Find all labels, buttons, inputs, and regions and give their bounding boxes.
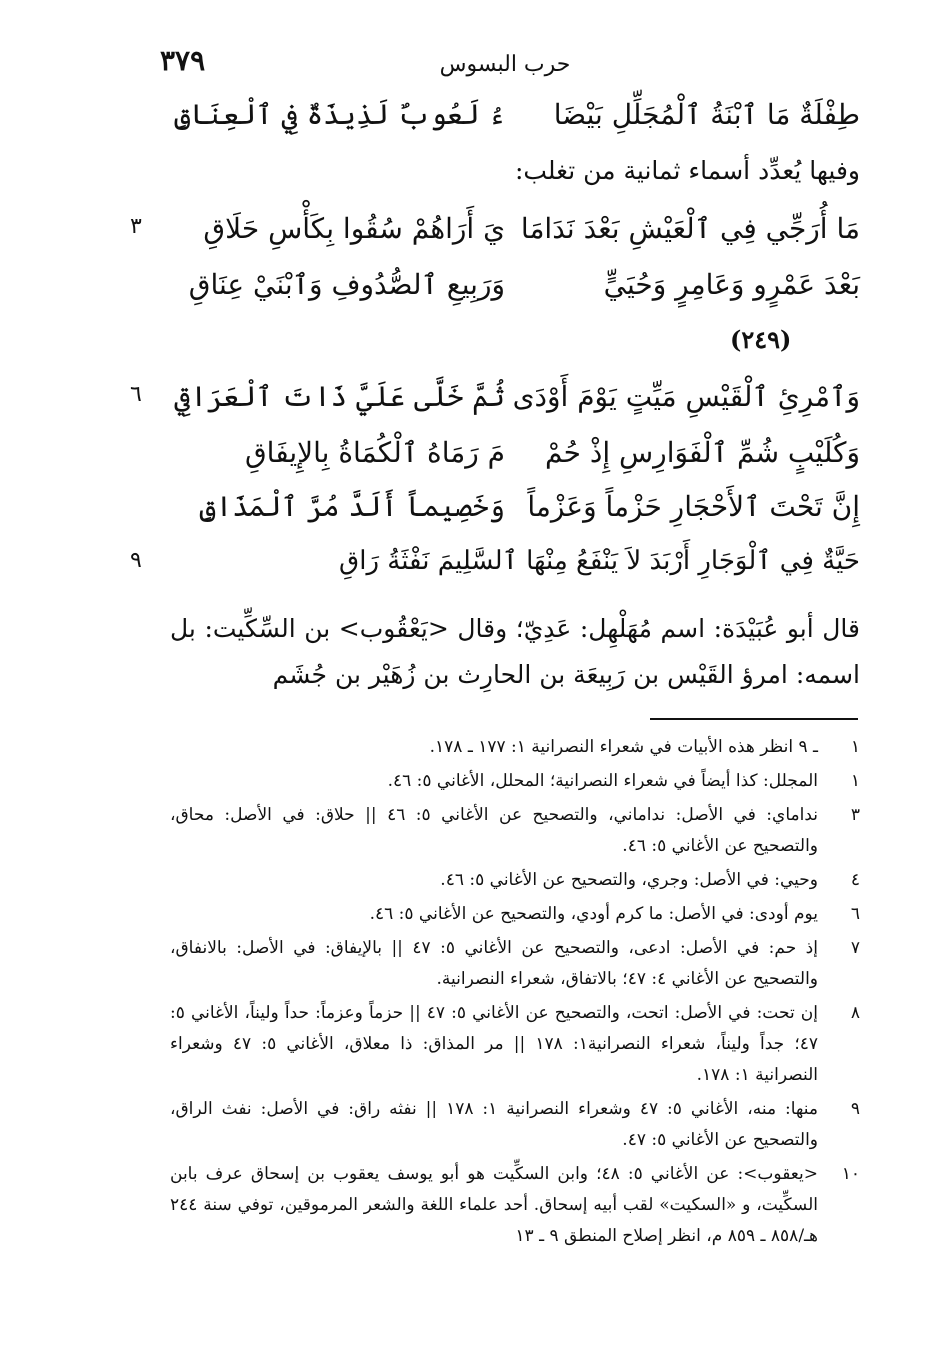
- verse-first-hemistich: طِفْلَةٌ مَا ٱبْنَةُ ٱلْمُجَلِّلِ بَيْضَا: [553, 98, 860, 131]
- line-number: ٣: [130, 214, 142, 239]
- verse-first-hemistich: وَكُلَيْبٍ شُمِّ ٱلْفَوَارِسِ إِذْ حُمْ: [545, 436, 860, 469]
- footnote-number: ٧: [850, 938, 860, 958]
- verse-second-hemistich: يَ أَرَاهُمْ سُقُوا بِكَأْسِ حَلَاقِ: [203, 212, 505, 245]
- footnote-text: نداماي: في الأصل: نداماني، والتصحيح عن الأغاني ٥: ٤٦ || حلاق: في الأصل: محاق، والتصحيح عن الأغاني ٥: ٤٦.: [170, 805, 818, 856]
- verse-second-hemistich: ءُ لَعُوبٌ لَذِيذَةٌ فِي ٱلْعِنَاقِ: [174, 98, 505, 131]
- page-header: [150, 44, 860, 84]
- footnote-number: ٤: [850, 870, 860, 890]
- footnote-text: إن تحت: في الأصل: اتحت، والتصحيح عن الأغاني ٥: ٤٧ || حزماً وعزماً: حداً وليناً، الأغاني ٥: ٤٧؛ جداً وليناً، شعراء النصرانية١: ١٧٨ || مر المذاق: ذا معلاق، الأغاني ٥: ٤٧ وشعراء النصرانية ١: ١٧٨.: [170, 1003, 819, 1085]
- footnote: [170, 998, 860, 1091]
- verse-line: [130, 436, 860, 486]
- verse-full-line: حَيَّةٌ فِي ٱلْوَجَارِ أَرْبَدَ لاَ يَنْفَعُ مِنْهَا ٱلسَّلِيمَ نَفْثَةُ رَاقِ: [339, 546, 860, 576]
- page-number: ٣٧٩: [160, 44, 206, 77]
- footnote-number: ٩: [850, 1099, 860, 1119]
- verse-line: [130, 380, 860, 430]
- footnote: [170, 1094, 860, 1156]
- footnote-number: ٣: [850, 805, 860, 825]
- prose-text: قال أبو عُبَيْدَة: اسم مُهَلْهِل: عَدِيّ؛ وقال <يَعْقُوب> بن السِّكِّيت: بل اسمه: امرؤ القَيْس بن رَبِيعَة بن الحارِث بن زُهَيْر بن جُشَم: [170, 614, 860, 689]
- footnote: [170, 800, 860, 862]
- footnote: [170, 865, 860, 896]
- verse-line-full: [130, 546, 860, 596]
- prose-paragraph: [170, 606, 860, 698]
- reference-number: (٢٤٩): [730, 325, 792, 354]
- verse-first-hemistich: بَعْدَ عَمْرٍو وَعَامِرٍ وَحُيَيٍّ: [603, 268, 860, 301]
- verse-first-hemistich: إِنَّ تَحْتَ ٱلأَحْجَارِ حَزْماً وَعَزْماً: [527, 490, 860, 523]
- verse-line: [130, 268, 860, 318]
- footnote-text: المجلل: كذا أيضاً في شعراء النصرانية؛ المحلل، الأغاني ٥: ٤٦.: [387, 771, 818, 791]
- verse-second-hemistich: مَ رَمَاهُ ٱلْكُمَاةُ بِالإِيفَاقِ: [244, 436, 505, 469]
- verse-first-hemistich: مَا أُرَجِّي فِي ٱلْعَيْشِ بَعْدَ نَدَامَا: [520, 212, 860, 245]
- footnote: [170, 899, 860, 930]
- footnote-rule: [650, 718, 858, 720]
- footnote-number: ١: [850, 771, 860, 791]
- footnote: [170, 933, 860, 995]
- footnote-number: ١٠: [841, 1164, 860, 1184]
- footnote: [170, 732, 860, 763]
- footnote-text: إذ حم: في الأصل: ادعى، والتصحيح عن الأغاني ٥: ٤٧ || بالإيفاق: في الأصل: بالانفاق، والتصحيح عن الأغاني ٤: ٤٧؛ بالاتفاق، شعراء النصرانية.: [170, 938, 818, 989]
- running-title: حرب البسوس: [439, 52, 571, 77]
- footnote-text: يوم أودى: في الأصل: ما كرم أودي، والتصحيح عن الأغاني ٥: ٤٦.: [369, 904, 818, 924]
- verse-second-hemistich: ثُمَّ خَلَّى عَلَيَّ ذَاتَ ٱلْعَرَاقِي: [174, 380, 505, 413]
- footnote: [170, 766, 860, 797]
- line-number: ٩: [130, 548, 142, 573]
- footnotes: [170, 732, 860, 1255]
- footnote-text: <يعقوب>: عن الأغاني ٥: ٤٨؛ وابن السكِّيت هو أبو يوسف يعقوب بن إسحاق عرف بابن السكِّيت، و «السكيت» لقب أبيه إسحاق. أحد علماء اللغة والشعر المرموقين، توفي سنة ٢٤٤ هـ/٨٥٨ ـ ٨٥٩ م، انظر إصلاح المنطق ٩ ـ ١٣: [170, 1164, 818, 1246]
- footnote-number: ٨: [850, 1003, 860, 1023]
- line-number: ٦: [130, 382, 142, 407]
- footnote-text: ـ ٩ انظر هذه الأبيات في شعراء النصرانية ١: ١٧٧ ـ ١٧٨.: [429, 737, 818, 757]
- footnote-text: منها: منه، الأغاني ٥: ٤٧ وشعراء النصرانية ١: ١٧٨ || نفثه راق: في الأصل: نفث الراق، والتصحيح عن الأغاني ٥: ٤٧.: [170, 1099, 819, 1150]
- verse-second-hemistich: وَخَصِيماً أَلَدَّ مُرَّ ٱلْمَذَاقِ: [199, 490, 505, 523]
- verse-first-hemistich: وَٱمْرِئِ ٱلْقَيْسِ مَيِّتٍ يَوْمَ أَوْدَى: [512, 380, 860, 413]
- footnote-text: وحيي: في الأصل: وجري، والتصحيح عن الأغاني ٥: ٤٦.: [440, 870, 818, 890]
- verse-second-hemistich: وَرَبِيعِ ٱلصُّدُوفِ وَٱبْنَيْ عِنَاقِ: [188, 268, 505, 301]
- verse-line: [130, 212, 860, 262]
- footnote-number: ١: [850, 737, 860, 757]
- footnote-number: ٦: [850, 904, 860, 924]
- verse-line: [130, 98, 860, 148]
- footnote: [170, 1159, 860, 1252]
- intro-line: وفيها يُعدِّد أسماء ثمانية من تغلب:: [514, 156, 860, 185]
- verse-line: [130, 490, 860, 540]
